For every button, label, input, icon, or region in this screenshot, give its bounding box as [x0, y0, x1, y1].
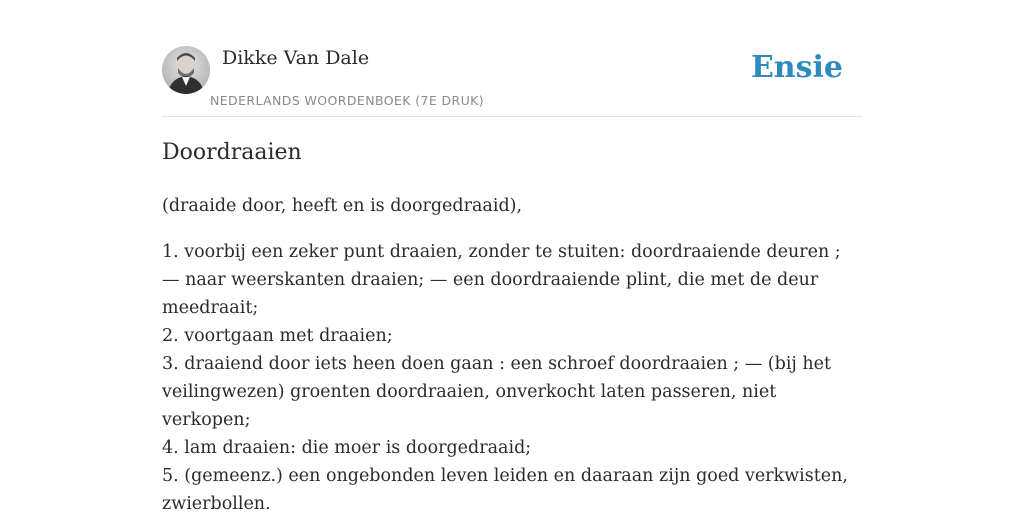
entry-body	[162, 192, 862, 512]
definition-item: 1. voorbij een zeker punt draaien, zonder te stuiten: doordraaiende deuren ; — naar weerskanten draaien; — een doordraaiende plint, die met de deur meedraait;	[162, 242, 841, 318]
entry-grammar: (draaide door, heeft en is doorgedraaid),	[162, 196, 523, 216]
source-label[interactable]: NEDERLANDS WOORDENBOEK (7E DRUK)	[210, 93, 485, 108]
entry-title: Doordraaien	[162, 140, 302, 165]
definition-item: 3. draaiend door iets heen doen gaan : een schroef doordraaien ; — (bij het veilingwezen) groenten doordraaien, onverkocht laten passeren, niet verkopen;	[162, 354, 832, 430]
author-name[interactable]: Dikke Van Dale	[222, 47, 370, 69]
author-avatar[interactable]	[162, 46, 210, 94]
definition-item: 5. (gemeenz.) een ongebonden leven leiden en daaraan zijn goed verkwisten, zwierbollen.	[162, 466, 848, 512]
portrait-image	[162, 46, 210, 94]
definition-list	[162, 238, 862, 512]
header	[162, 46, 862, 117]
brand-logo[interactable]: Ensie	[750, 50, 843, 85]
definition-item: 4. lam draaien: die moer is doorgedraaid;	[162, 438, 532, 458]
definition-item: 2. voortgaan met draaien;	[162, 326, 393, 346]
